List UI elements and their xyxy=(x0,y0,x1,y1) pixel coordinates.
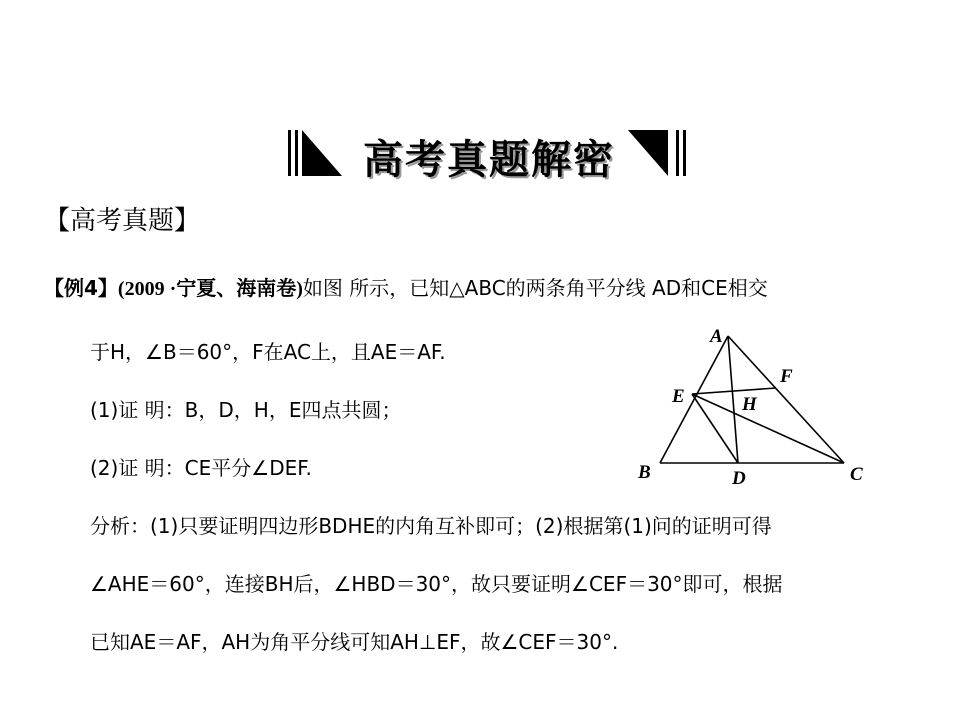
analysis-line-3: 已知AE＝AF，AH为角平分线可知AH⊥EF，故∠CEF＝30°. xyxy=(90,630,619,654)
question-1: (1)证 明：B，D，H，E四点共圆； xyxy=(90,398,402,422)
banner-bar-left-2 xyxy=(295,130,298,176)
label-F: F xyxy=(780,366,793,387)
banner-triangle-left-icon xyxy=(302,126,344,178)
question-2: (2)证 明：CE平分∠DEF. xyxy=(90,456,312,480)
label-A: A xyxy=(710,326,723,347)
analysis-line-1: 分析：(1)只要证明四边形BDHE的内角互补即可；(2)根据第(1)问的证明可得 xyxy=(90,514,772,538)
section-heading: 【高考真题】 xyxy=(44,206,201,236)
bisector-AD xyxy=(728,336,738,463)
problem-source: (2009 ·宁夏、海南卷) xyxy=(117,278,303,300)
banner-title: 高考真题解密 xyxy=(363,137,615,183)
banner-bar-left xyxy=(288,130,291,176)
problem-line-1 xyxy=(44,272,768,301)
analysis-line-2: ∠AHE＝60°，连接BH后，∠HBD＝30°，故只要证明∠CEF＝30°即可，根据 xyxy=(90,572,783,596)
banner-bar-right-2 xyxy=(683,130,686,176)
banner-triangle-right-icon xyxy=(628,126,670,178)
label-H: H xyxy=(742,394,757,415)
label-C: C xyxy=(850,464,863,485)
problem-text-1: 如图 所示，已知△ABC的两条角平分线 AD和CE相交 xyxy=(302,276,768,300)
side-AB xyxy=(660,336,728,463)
label-D: D xyxy=(732,468,746,489)
label-B: B xyxy=(638,462,651,483)
triangle-figure xyxy=(630,322,880,492)
section-banner xyxy=(288,126,688,182)
problem-line-2: 于H，∠B＝60°，F在AC上，且AE＝AF. xyxy=(90,340,446,364)
segment-EF xyxy=(692,388,776,394)
label-E: E xyxy=(672,386,685,407)
example-tag: 【例4】 xyxy=(44,276,118,300)
banner-bar-right xyxy=(676,130,679,176)
